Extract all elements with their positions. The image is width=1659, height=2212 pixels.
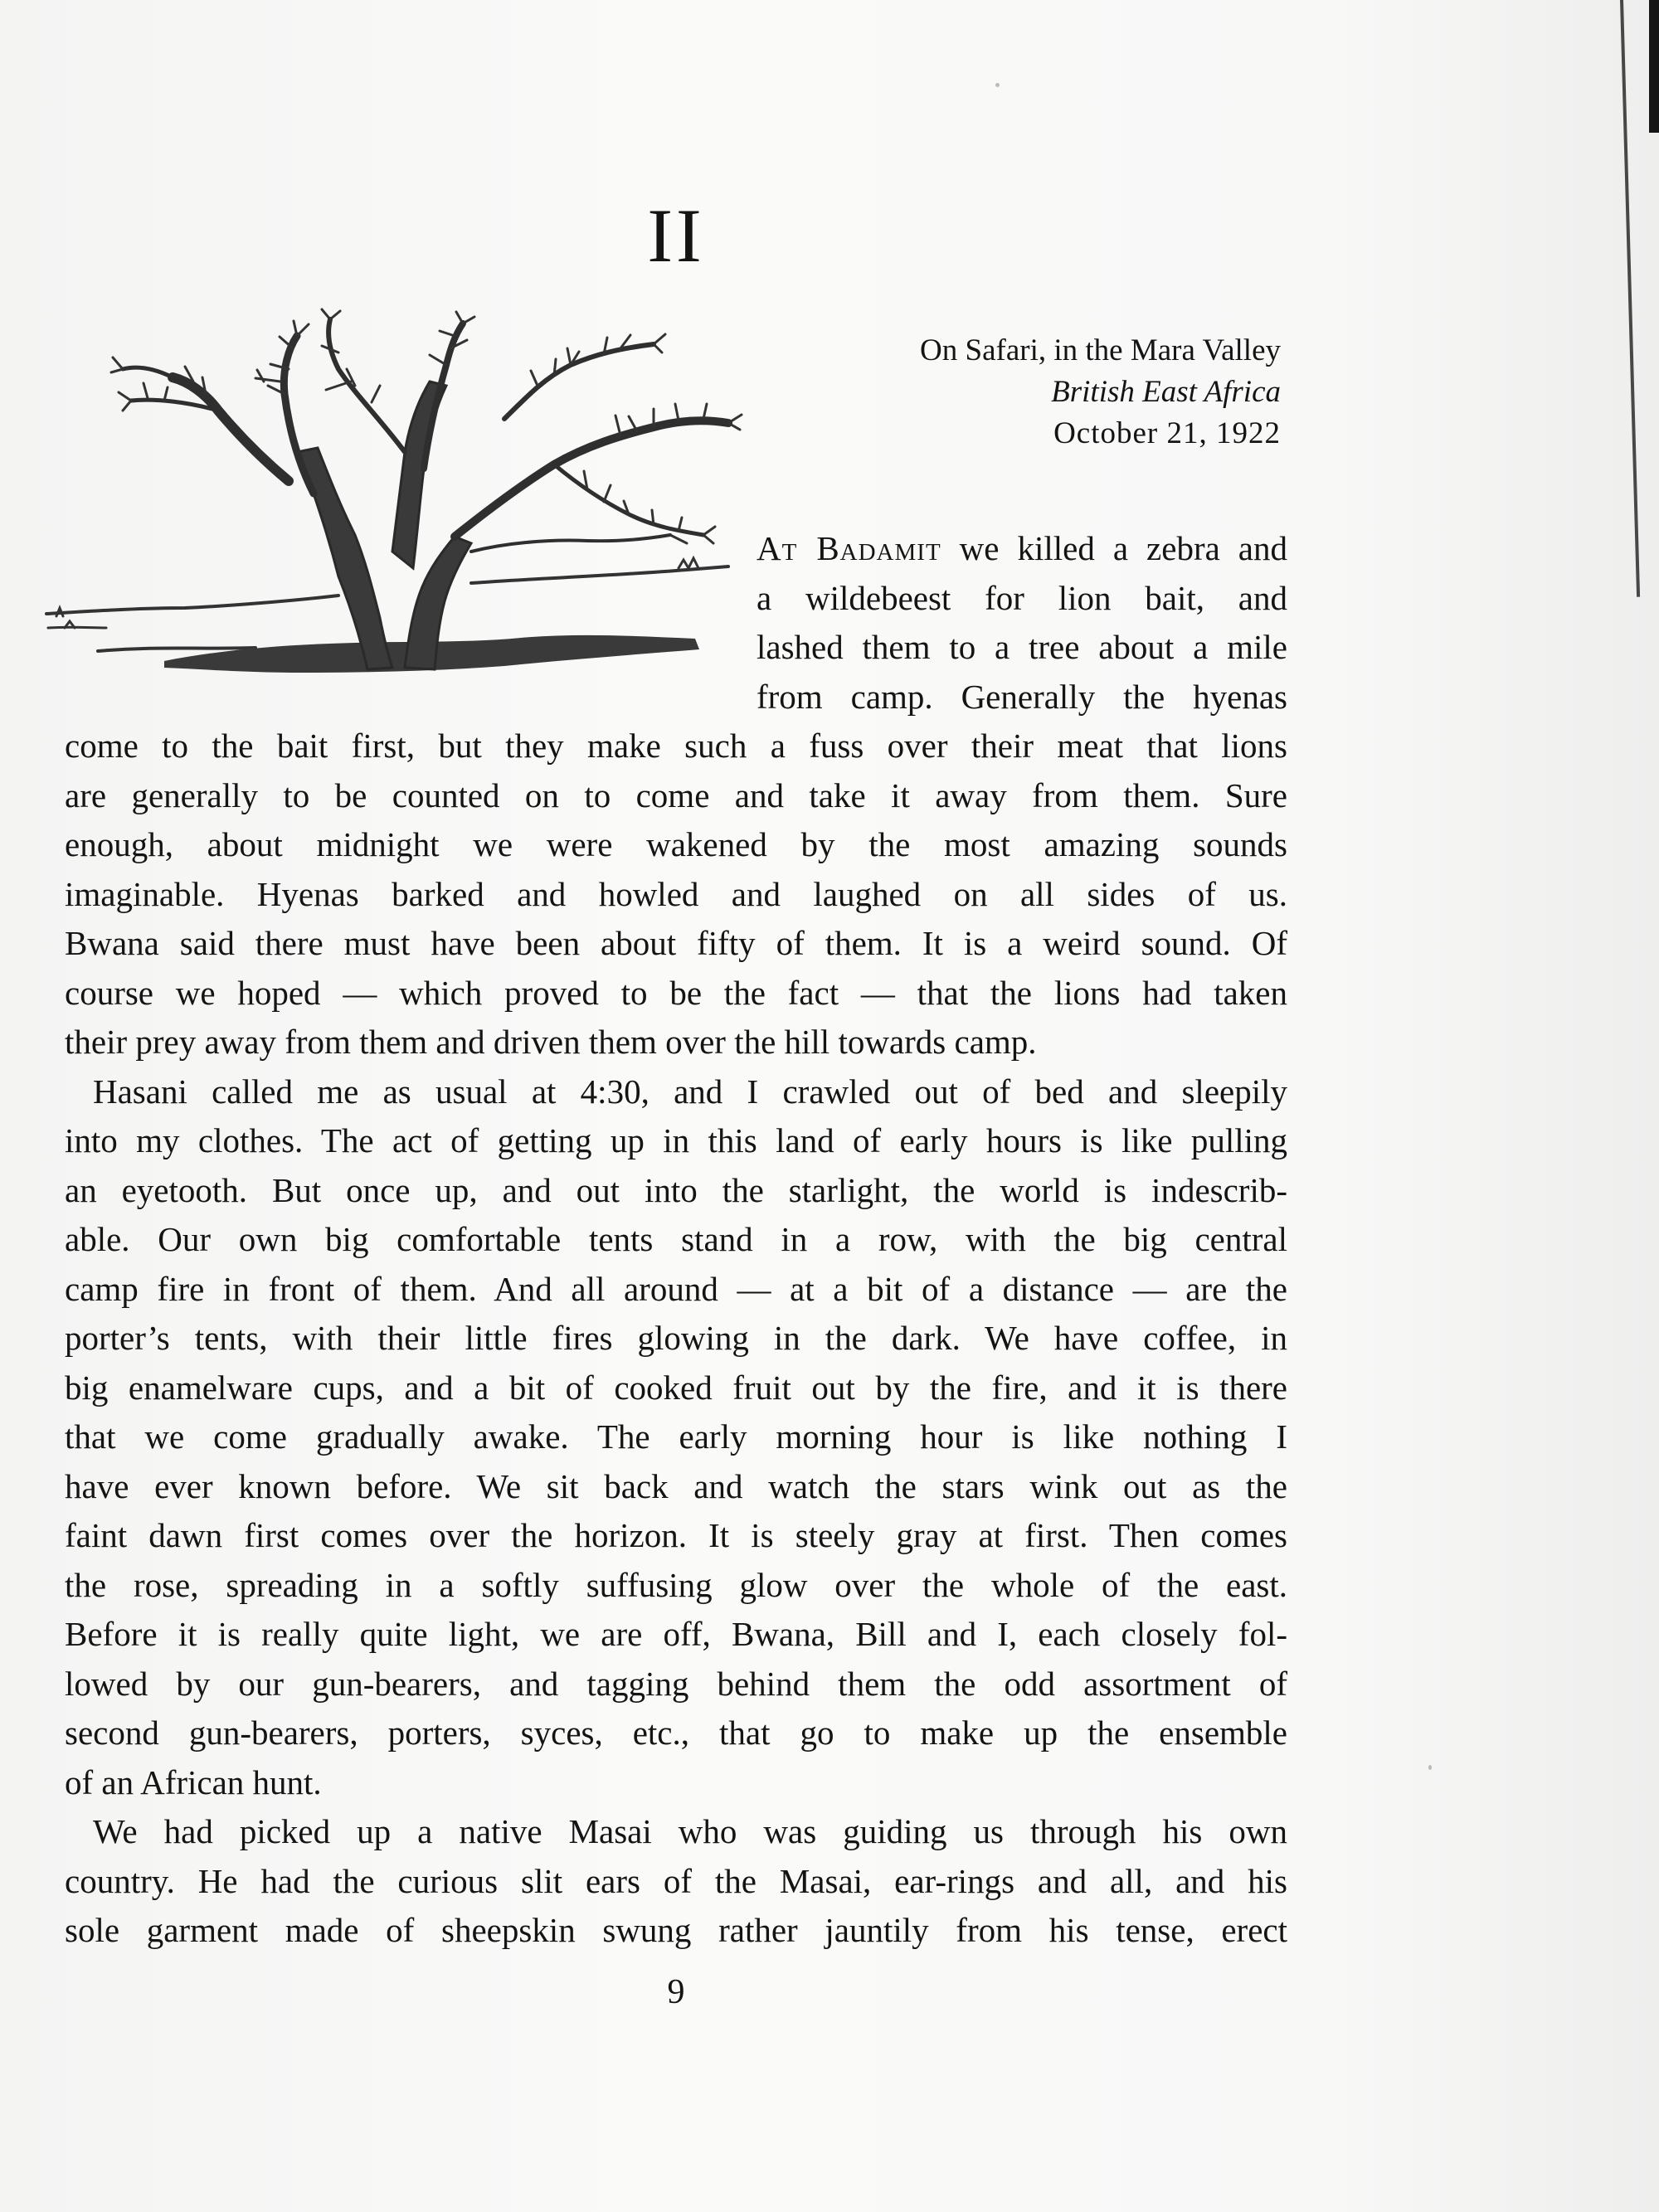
text-line: able. Our own big comfortable tents stand in a row, with the big central	[65, 1220, 1287, 1258]
text-line: their prey away from them and driven them over the hill towards camp.	[65, 1023, 1037, 1061]
text-line: that we come gradually awake. The early morning hour is like nothing I	[65, 1417, 1287, 1456]
text-line: porter’s tents, with their little fires glowing in the dark. We have coffee, in	[65, 1319, 1287, 1357]
limb-right-upper	[504, 344, 654, 419]
text-line: come to the bait first, but they make such a fuss over their meat that lions	[65, 727, 1287, 765]
text-line: camp fire in front of them. And all around — at a bit of a distance — are the	[65, 1269, 1287, 1308]
horizon-line-left	[46, 596, 338, 614]
limb-right-main	[455, 421, 728, 537]
text-line: big enamelware cups, and a bit of cooked fruit out by the fire, and it is there	[65, 1368, 1287, 1407]
limb-right-long	[471, 535, 670, 552]
text-line: have ever known before. We sit back and watch the stars wink out as the	[65, 1466, 1287, 1505]
dateline-place: On Safari, in the Mara Valley	[920, 333, 1281, 367]
text-line: country. He had the curious slit ears of the Masai, ear-rings and all, and his	[65, 1861, 1287, 1900]
paragraph-3	[65, 1807, 1287, 1956]
page-number: 9	[667, 1973, 685, 2011]
text-line: At Badamit we killed a zebra and	[757, 529, 1288, 567]
text-line: enough, about midnight we were wakened by the most amazing sounds	[65, 825, 1287, 863]
text-line: sole garment made of sheepskin swung rather jauntily from his tense, erect	[65, 1911, 1287, 1949]
wrap-text-block	[757, 524, 1287, 722]
body-text	[65, 722, 1287, 1956]
text-line: Before it is really quite light, we are off, Bwana, Bill and I, each closely fol-	[65, 1615, 1287, 1653]
paragraph-1	[65, 722, 1287, 1067]
text-line: the rose, spreading in a softly suffusing glow over the whole of the east.	[65, 1565, 1287, 1604]
text-line: We had picked up a native Masai who was guiding us through his own	[93, 1812, 1287, 1850]
text-line: from camp. Generally the hyenas	[757, 677, 1287, 716]
text-line: into my clothes. The act of getting up in this land of early hours is like pulling	[65, 1121, 1287, 1159]
dateline-date: October 21, 1922	[1053, 416, 1281, 450]
opening-smallcaps: At Badamit	[757, 529, 941, 567]
paper-speck	[1428, 1765, 1432, 1770]
tree-illustration	[40, 303, 770, 680]
horizon-line-right	[471, 566, 728, 583]
text-line: are generally to be counted on to come and take it away from them. Sure	[65, 775, 1287, 814]
horizon-line-left-2	[48, 627, 106, 628]
page-edge-binding	[1649, 0, 1659, 133]
text-line: of an African hunt.	[65, 1762, 322, 1801]
text-line: Hasani called me as usual at 4:30, and I crawled out of bed and sleepily	[93, 1072, 1287, 1111]
text-line: a wildebeest for lion bait, and	[757, 578, 1287, 617]
page-edge-shadow	[1620, 0, 1640, 597]
text-line: imaginable. Hyenas barked and howled and laughed on all sides of us.	[65, 874, 1287, 913]
ground-line	[98, 648, 255, 651]
limb-left-low	[173, 377, 289, 481]
text-line: faint dawn first comes over the horizon. It is steely gray at first. Then comes	[65, 1516, 1287, 1554]
paragraph-2	[65, 1067, 1287, 1808]
paper-speck	[995, 83, 1000, 87]
text-line: an eyetooth. But once up, and out into the starlight, the world is indescrib-	[65, 1170, 1287, 1209]
text-line: lowed by our gun-bearers, and tagging behind them the odd assortment of	[65, 1664, 1287, 1703]
dateline-region: British East Africa	[1051, 375, 1281, 409]
text-line: course we hoped — which proved to be the fact — that the lions had taken	[65, 973, 1287, 1012]
text-line: second gun-bearers, porters, syces, etc., that go to make up the ensemble	[65, 1714, 1287, 1752]
text-line: Bwana said there must have been about fifty of them. It is a weird sound. Of	[65, 924, 1287, 962]
chapter-number: II	[647, 193, 705, 278]
dateline	[920, 330, 1281, 455]
text-line: lashed them to a tree about a mile	[757, 628, 1287, 666]
